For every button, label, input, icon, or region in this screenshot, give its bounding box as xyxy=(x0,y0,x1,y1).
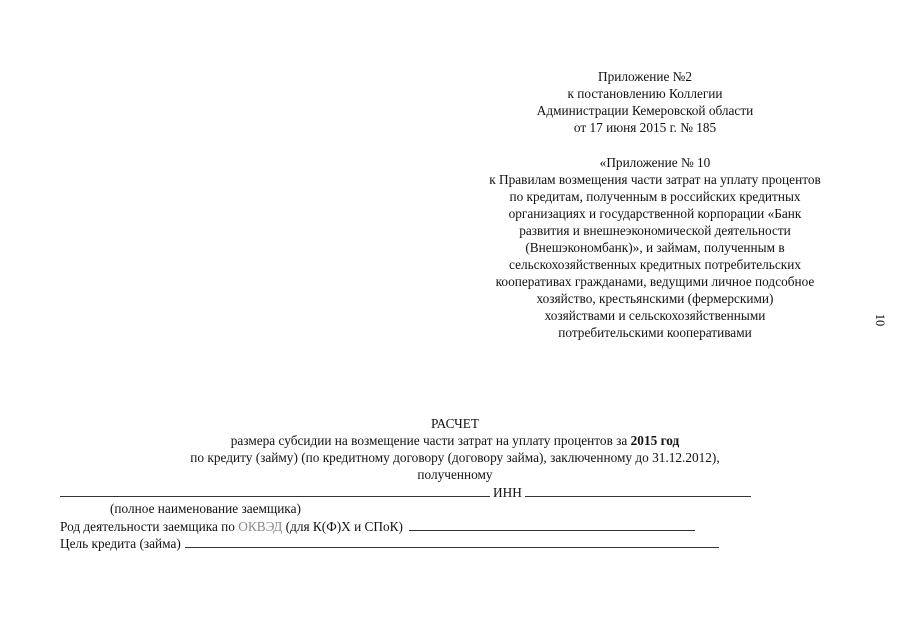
appendix-2-header xyxy=(500,68,790,136)
activity-row xyxy=(60,517,695,535)
appendix-2-title: Приложение №2 xyxy=(597,69,693,84)
appendix-10-line: (Внешэкономбанк)», и займам, полученным в xyxy=(525,240,785,255)
appendix-10-line: потребительскими кооперативами xyxy=(558,325,752,340)
inn-field[interactable] xyxy=(525,483,751,497)
borrower-name-caption: (полное наименование заемщика) xyxy=(110,501,301,516)
calculation-subtitle-text: размера субсидии на возмещение части затрат на уплату процентов за xyxy=(230,433,631,448)
okved-link[interactable]: ОКВЭД xyxy=(238,519,283,534)
borrower-name-field[interactable] xyxy=(60,483,490,497)
calculation-subtitle xyxy=(60,432,850,449)
activity-label: Род деятельности заемщика по xyxy=(60,519,239,534)
appendix-10-line: развития и внешнеэкономической деятельности xyxy=(519,223,791,238)
appendix-10-line: к Правилам возмещения части затрат на уплату процентов xyxy=(489,172,821,187)
appendix-2-date: от 17 июня 2015 г. № 185 xyxy=(573,120,717,135)
appendix-10-line: по кредитам, полученным в российских кредитных xyxy=(509,189,801,204)
calculation-received-line: полученному xyxy=(417,467,493,482)
loan-purpose-field[interactable] xyxy=(185,534,719,548)
appendix-10-line: кооперативах гражданами, ведущими личное подсобное xyxy=(495,274,815,289)
activity-field[interactable] xyxy=(409,517,695,531)
calculation-loan-line: по кредиту (займу) (по кредитному договору (договору займа), заключенному до 31.12.2012), xyxy=(190,450,720,465)
page-number: 10 xyxy=(873,313,887,327)
loan-purpose-label: Цель кредита (займа) xyxy=(60,536,181,551)
appendix-10-line: хозяйство, крестьянскими (фермерскими) xyxy=(536,291,774,306)
loan-purpose-row xyxy=(60,534,719,552)
appendix-10-header xyxy=(440,154,870,341)
appendix-10-line: хозяйствами и сельскохозяйственными xyxy=(544,308,766,323)
appendix-2-line: Администрации Кемеровской области xyxy=(536,103,754,118)
calculation-heading xyxy=(60,415,850,483)
calculation-title: РАСЧЕТ xyxy=(430,416,480,431)
appendix-10-line: сельскохозяйственных кредитных потребительских xyxy=(509,257,801,272)
appendix-2-line: к постановлению Коллегии xyxy=(567,86,723,101)
inn-label: ИНН xyxy=(493,485,522,500)
borrower-name-row xyxy=(60,483,751,501)
appendix-10-title: «Приложение № 10 xyxy=(599,155,711,170)
calculation-year: 2015 год xyxy=(630,433,680,448)
activity-label-suffix: (для К(Ф)Х и СПоК) xyxy=(282,519,403,534)
appendix-10-line: организациях и государственной корпорации «Банк xyxy=(508,206,802,221)
